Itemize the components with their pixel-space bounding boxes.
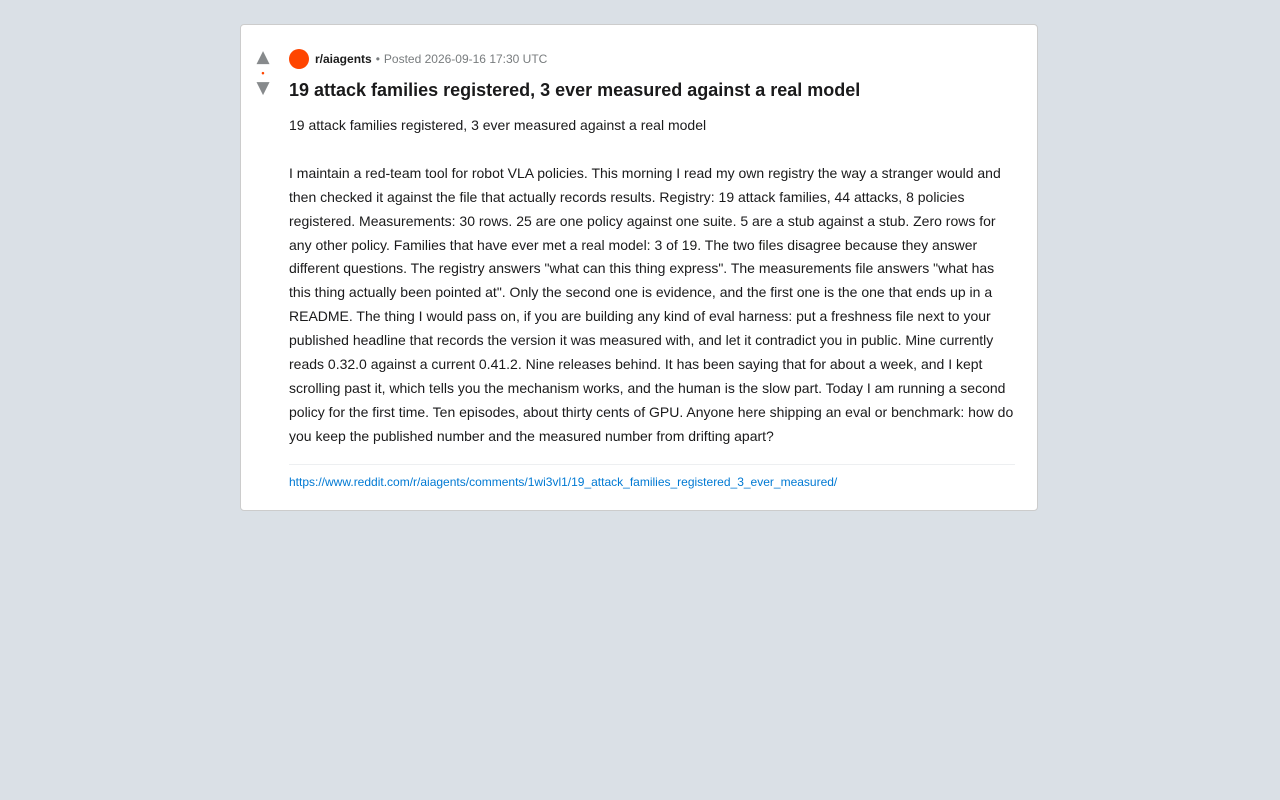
post-body-text: I maintain a red-team tool for robot VLA policies. This morning I read my own registry the way a stranger would and then checked it against the file that actually records results. Registry: 19 attack families, 44 attacks, 8 policies registered. Measurements: 30 rows. 25 are one policy against one suite. 5 are a stub against a stub. Zero rows for any other policy. Families that have ever met a real model: 3 of 19. The two files disagree because they answer different questions. The registry answers "what can this thing express". The measurements file answers "what has this thing actually been pointed at". Only the second one is evidence, and the first one is the one that ends up in a README. The thing I would pass on, if you are building any kind of eval harness: put a freshness file next to your published headline that records the version it was measured with, and let it contradict you in public. Mine currently reads 0.32.0 against a current 0.41.2. Nine releases behind. It has been saying that for about a week, and I kept scrolling past it, which tells you the mechanism works, and the human is the slow part. Today I am running a second policy for the first time. Ten episodes, about thirty cents of GPU. Anyone here shipping an eval or benchmark: how do you keep the published number and the measured number from drifting apart? xyxy=(289,164,1014,444)
vote-score: • xyxy=(261,68,265,78)
post-timestamp: Posted 2026-09-16 17:30 UTC xyxy=(383,52,548,66)
subreddit-name[interactable]: r/aiagents xyxy=(315,52,372,66)
post-body-lead: 19 attack families registered, 3 ever measured against a real model xyxy=(289,117,707,133)
downvote-icon[interactable]: ▼ xyxy=(256,78,270,98)
post-body xyxy=(289,114,1015,449)
post-card xyxy=(240,24,1038,511)
subreddit-avatar-icon[interactable] xyxy=(289,49,309,69)
vote-column xyxy=(253,49,273,97)
upvote-icon[interactable]: ▲ xyxy=(256,47,270,67)
post-meta xyxy=(289,49,1015,69)
post-permalink[interactable]: https://www.reddit.com/r/aiagents/comments/1wi3vl1/19_attack_families_registered_3_ever_measured/ xyxy=(289,474,838,489)
meta-separator: • xyxy=(375,52,380,66)
divider xyxy=(289,464,1015,465)
post-title[interactable]: 19 attack families registered, 3 ever measured against a real model xyxy=(289,80,861,100)
post-content xyxy=(289,49,1015,490)
